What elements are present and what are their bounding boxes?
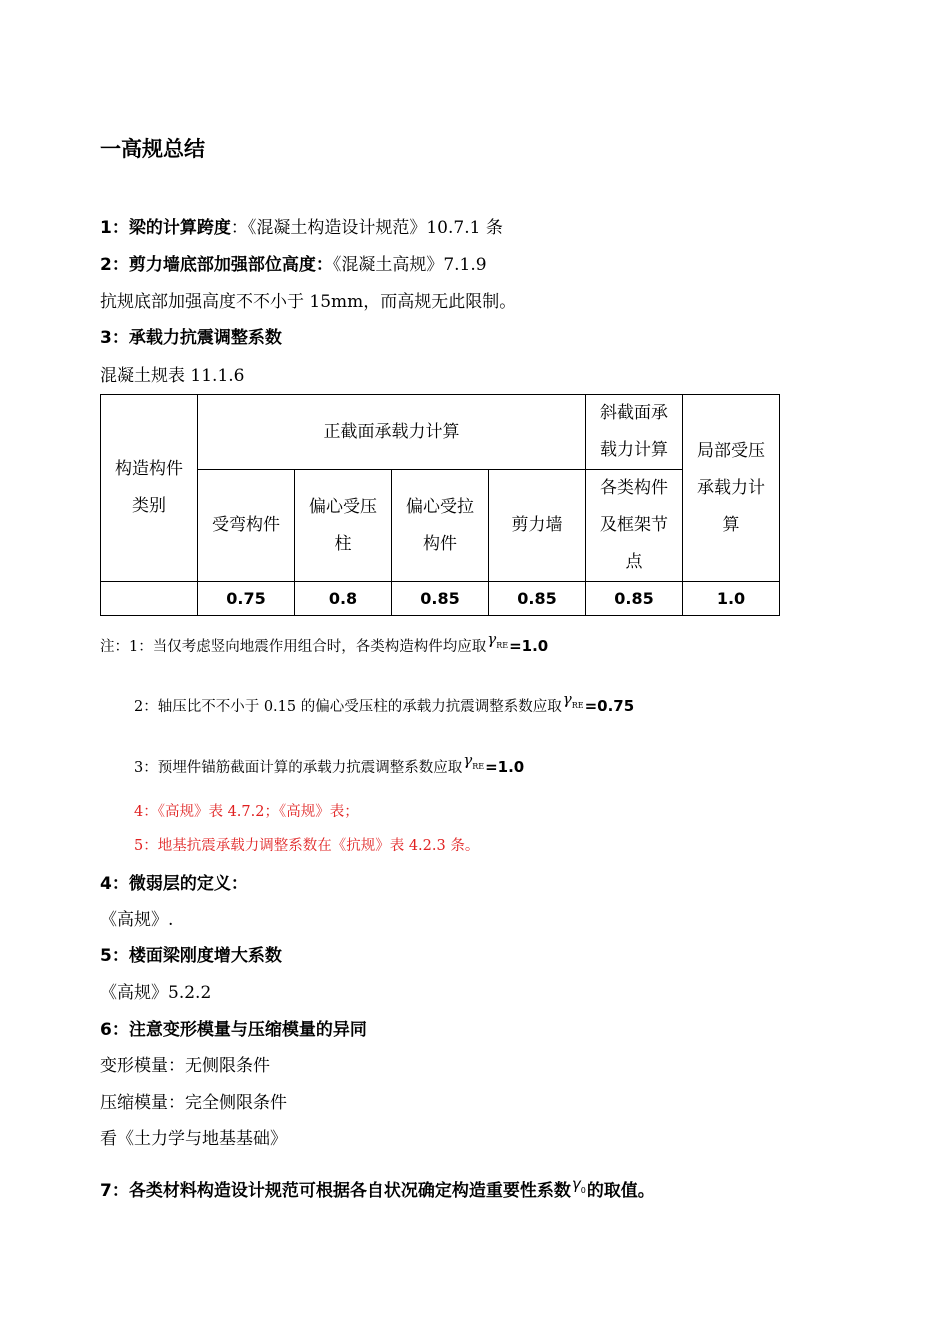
note-1 [100,630,549,657]
note-2-text: 2：轴压比不不小于 0.15 的偏心受压柱的承载力抗震调整系数应取 [134,699,562,715]
table-cell [101,582,198,616]
note-2-value: =0.75 [584,697,635,715]
section-6-line-1: 变形模量：无侧限条件 [100,1056,270,1076]
table-header-normal: 正截面承载力计算 [198,395,586,470]
section-1-text: ：《混凝土构造设计规范》10.7.1 条 [230,218,503,238]
page-title: 一高规总结 [100,137,205,161]
section-3-heading: 3：承载力抗震调整系数 [100,328,282,348]
table-subheader: 各类构件及框架节点 [586,470,683,582]
table-header-local: 局部受压承载力计算 [683,395,780,582]
gamma-re-symbol: $\gamma_{RE}$ [562,690,584,710]
seismic-factor-table [100,394,780,616]
table-cell: 0.85 [392,582,489,616]
table-subheader: 偏心受压柱 [295,470,392,582]
section-7-heading: 7：各类材料构造设计规范可根据各自状况确定构造重要性系数 [100,1181,571,1201]
gamma-0-symbol: $\gamma_0$ [571,1175,586,1195]
table-header-oblique: 斜截面承载力计算 [586,395,683,470]
section-2-text: 《混凝土高规》7.1.9 [332,255,487,275]
section-7 [100,1176,655,1202]
table-cell: 1.0 [683,582,780,616]
note-3-value: =1.0 [485,758,525,776]
section-6-line-2: 压缩模量：完全侧限条件 [100,1093,287,1113]
section-5-line: 《高规》5.2.2 [100,983,212,1003]
table-cell: 0.8 [295,582,392,616]
section-1 [100,213,503,238]
table-cell: 0.75 [198,582,295,616]
section-2-heading: 2：剪力墙底部加强部位高度： [100,255,333,275]
table-cell: 0.85 [489,582,586,616]
section-2-line: 抗规底部加强高度不不小于 15mm，而高规无此限制。 [100,292,517,312]
section-7-tail: 的取值。 [586,1181,655,1201]
table-subheader: 受弯构件 [198,470,295,582]
gamma-re-symbol: $\gamma_{RE}$ [463,751,485,771]
section-6-heading: 6：注意变形模量与压缩模量的异同 [100,1020,367,1040]
gamma-re-symbol: $\gamma_{RE}$ [487,630,509,650]
note-3 [134,751,525,778]
section-2 [100,250,487,275]
section-4-heading: 4：微弱层的定义： [100,874,248,894]
section-4-line: 《高规》. [100,910,174,930]
section-1-heading: 1：梁的计算跨度 [100,218,231,238]
note-3-text: 3：预埋件锚筋截面计算的承载力抗震调整系数应取 [134,760,463,776]
note-4: 4：《高规》表 4.7.2；《高规》表； [134,804,359,820]
note-2 [134,690,635,717]
note-5: 5：地基抗震承载力调整系数在《抗规》表 4.2.3 条。 [134,838,480,854]
table-subheader: 偏心受拉构件 [392,470,489,582]
section-6-line-3: 看《土力学与地基基础》 [100,1129,287,1149]
section-3-sub: 混凝土规表 11.1.6 [100,366,245,386]
note-1-value: =1.0 [509,637,549,655]
table-cell: 0.85 [586,582,683,616]
table-subheader: 剪力墙 [489,470,586,582]
section-5-heading: 5：楼面梁刚度增大系数 [100,946,282,966]
note-1-text: 注：1：当仅考虑竖向地震作用组合时，各类构造构件均应取 [100,639,487,655]
table-header-type: 构造构件类别 [101,395,198,582]
